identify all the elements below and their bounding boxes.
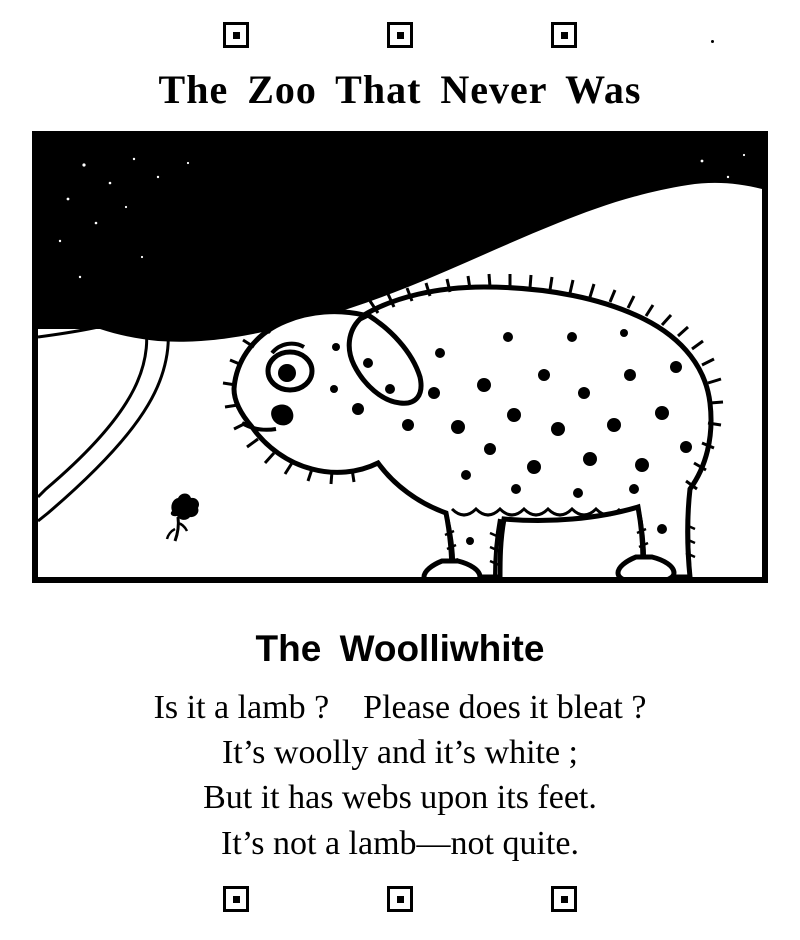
ornament-row-top	[0, 22, 800, 52]
ornament-dot	[561, 32, 568, 39]
series-title: The Zoo That Never Was	[158, 67, 642, 112]
ornament-dot	[561, 896, 568, 903]
ornament-dot	[233, 896, 240, 903]
poem-line: It’s woolly and it’s white ;	[221, 734, 579, 772]
woolliwhite-illustration	[38, 137, 762, 577]
square-dot-ornament	[223, 22, 249, 48]
square-dot-ornament	[551, 22, 577, 48]
square-dot-ornament	[551, 886, 577, 912]
illustration-frame	[32, 131, 768, 583]
poem-line: It’s not a lamb—not quite.	[221, 824, 579, 862]
square-dot-ornament	[387, 886, 413, 912]
poem-line: But it has webs upon its feet.	[203, 779, 597, 817]
ornament-dot	[397, 896, 404, 903]
ornament-dot	[397, 32, 404, 39]
poem-line: Is it a lamb ? Please does it bleat ?	[153, 689, 647, 726]
square-dot-ornament	[387, 22, 413, 48]
poem-title: The Woolliwhite	[255, 628, 545, 669]
ornament-row-bottom	[0, 886, 800, 916]
webbed-foot-back	[618, 557, 674, 577]
square-dot-ornament	[223, 886, 249, 912]
poem-body	[0, 685, 800, 866]
ornament-dot	[233, 32, 240, 39]
